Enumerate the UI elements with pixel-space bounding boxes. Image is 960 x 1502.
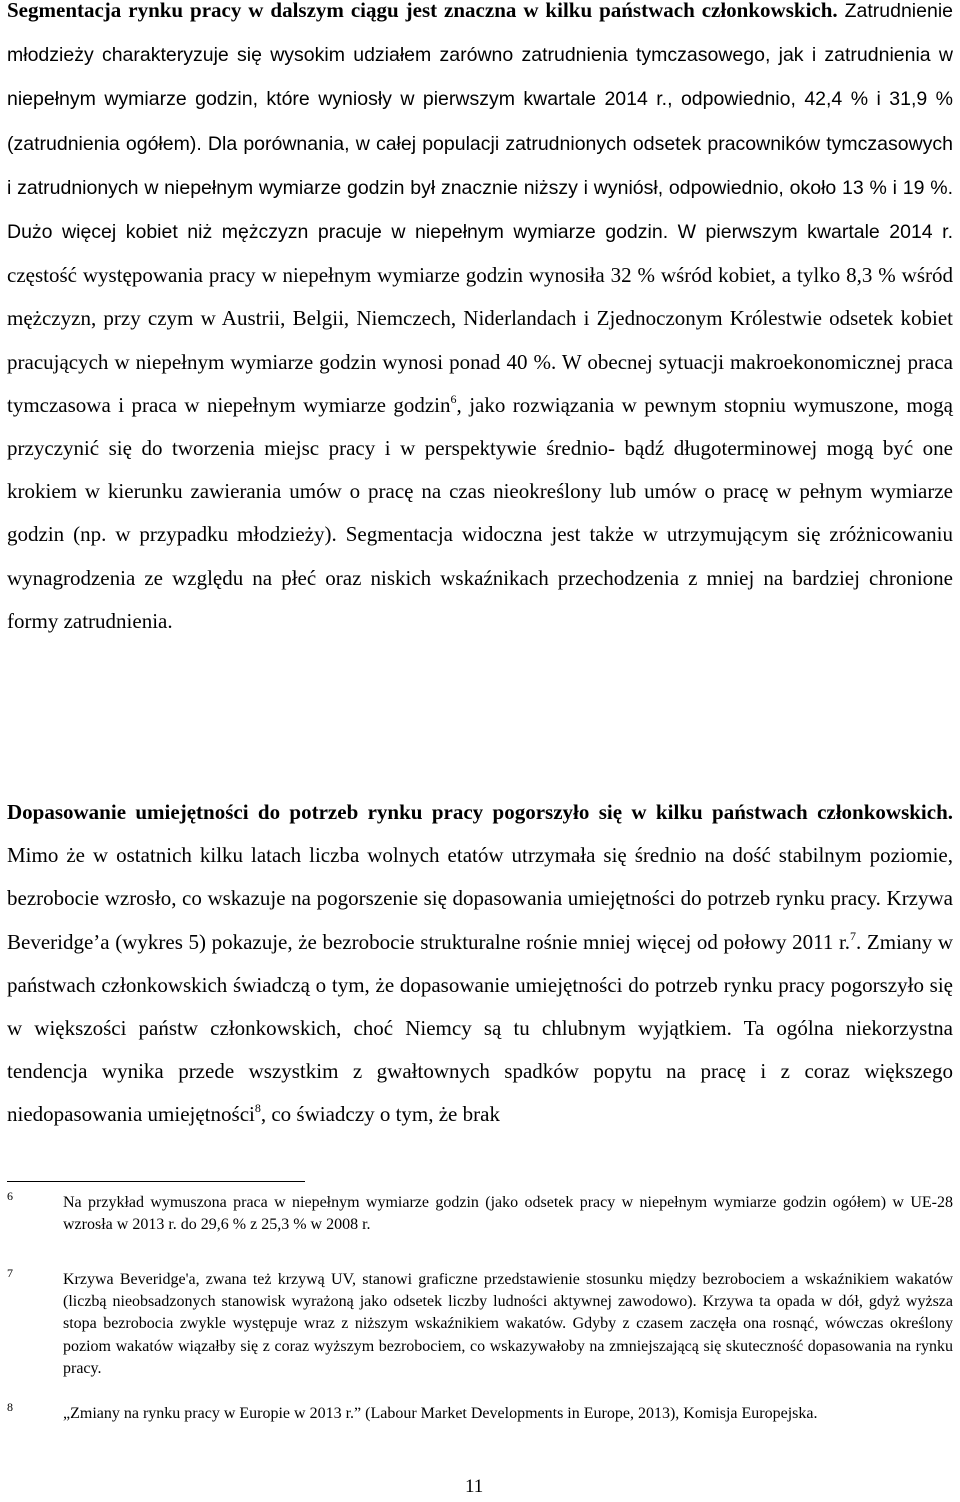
paragraph-text: Mimo że w ostatnich kilku latach liczba wolnych etatów utrzymała się średnio na dość stabilnym poziomie, bezrobocie wzrosło, co wskazuje na pogorszenie się dopasowania umiejętności do potrzeb rynku pracy. Krzywa Beveridge’a (wykres 5) pokazuje, że bezrobocie strukturalne rośnie mniej więcej od połowy 2011 r. xyxy=(7,843,953,954)
paragraph-text-sans: Zatrudnienie młodzieży charakteryzuje się wysokim udziałem zarówno zatrudnienia tymczasowego, jak i zatrudnienia w niepełnym wymiarze godzin, które wyniosły w pierwszym kwartale 2014 r., odpowiednio, 42,4 % i 31,9 % (zatrudnienia ogółem). Dla porównania, w całej populacji zatrudnionych odsetek pracowników tymczasowych i zatrudnionych w niepełnym wymiarze godzin był znacznie niższy i wyniósł, odpowiednio, około 13 % i 19 %. Dużo więcej kobiet niż mężczyzn pracuje w niepełnym wymiarze godzin. W pierwszym kwartale 2014 r. xyxy=(7,0,954,244)
paragraph-skills-matching xyxy=(7,791,953,1137)
page-number: 11 xyxy=(465,1476,484,1497)
paragraph-text: , co świadczy o tym, że brak xyxy=(260,1102,500,1127)
paragraph-lead: Segmentacja rynku pracy w dalszym ciągu jest znaczna w kilku państwach członkowskich. xyxy=(7,0,838,22)
document-page xyxy=(7,0,953,1502)
footnote-text: Na przykład wymuszona praca w niepełnym wymiarze godzin (jako odsetek pracy w niepełnym wymiarze godzin ogółem) w UE-28 wzrosła w 2013 r. do 29,6 % z 25,3 % w 2008 r. xyxy=(63,1194,953,1234)
footnote-ref-7[interactable]: 7 xyxy=(850,928,857,943)
footnote-number: 8 xyxy=(7,1400,13,1414)
paragraph-text: , jako rozwiązania w pewnym stopniu wymuszone, mogą przyczynić się do tworzenia miejsc pracy i w perspektywie średnio- bądź długoterminowej mogą być one krokiem w kierunku zawierania umów o pracę na czas nieokreślony lub umów o pracę w pełnym wymiarze godzin (np. w przypadku młodzieży). Segmentacja widoczna jest także w utrzymującym się zróżnicowaniu wynagrodzenia ze względu na płeć oraz niskich wskaźnikach przechodzenia z mniej na bardziej chronione formy zatrudnienia. xyxy=(7,392,953,633)
paragraph-segmentation xyxy=(7,0,953,643)
footnote-number: 7 xyxy=(7,1266,13,1280)
paragraph-text: . Zmiany w państwach członkowskich świadczą o tym, że dopasowanie umiejętności do potrzeb rynku pracy pogorszyło się w większości państw członkowskich, choć Niemcy są tu chlubnym wyjątkiem. Ta ogólna niekorzystna tendencja wynika przede wszystkim z gwałtownych spadków popytu na pracę i z coraz większego niedopasowania umiejętności xyxy=(7,929,954,1127)
footnote-ref-6[interactable]: 6 xyxy=(450,391,457,406)
footnote-ref-8[interactable]: 8 xyxy=(254,1101,261,1116)
footnote-text: Krzywa Beveridge'a, zwana też krzywą UV, stanowi graficzne przedstawienie stosunku między bezrobociem a wskaźnikiem wakatów (liczbą nieobsadzonych stanowisk wyrażoną jako odsetek liczby ludności aktywnej zawodowo). Krzywa ta opada w dół, gdyż wyższa stopa bezrobocia zwykle występuje wraz z niższym wskaźnikiem wakatów. Gdyby z czasem zaczęła ona rosnąć, wówczas określony poziom wakatów wiązałby się z coraz wyższym bezrobociem, co wskazywałoby na zmniejszającą się skuteczność dopasowania na rynku pracy. xyxy=(63,1271,953,1377)
paragraph-lead: Dopasowanie umiejętności do potrzeb rynku pracy pogorszyło się w kilku państwach członkowskich. xyxy=(7,800,953,824)
footnote-text: „Zmiany na rynku pracy w Europie w 2013 r.” (Labour Market Developments in Europe, 2013), Komisja Europejska. xyxy=(63,1405,818,1422)
footnote-number: 6 xyxy=(7,1189,13,1203)
footnote-separator xyxy=(7,1181,305,1182)
paragraph-text: częstość występowania pracy w niepełnym wymiarze godzin wynosiła 32 % wśród kobiet, a tylko 8,3 % wśród mężczyzn, przy czym w Austrii, Belgii, Niemczech, Niderlandach i Zjednoczonym Królestwie odsetek kobiet pracujących w niepełnym wymiarze godzin wynosi ponad 40 %. W obecnej sytuacji makroekonomicznej praca tymczasowa i praca w niepełnym wymiarze godzin xyxy=(7,263,953,417)
